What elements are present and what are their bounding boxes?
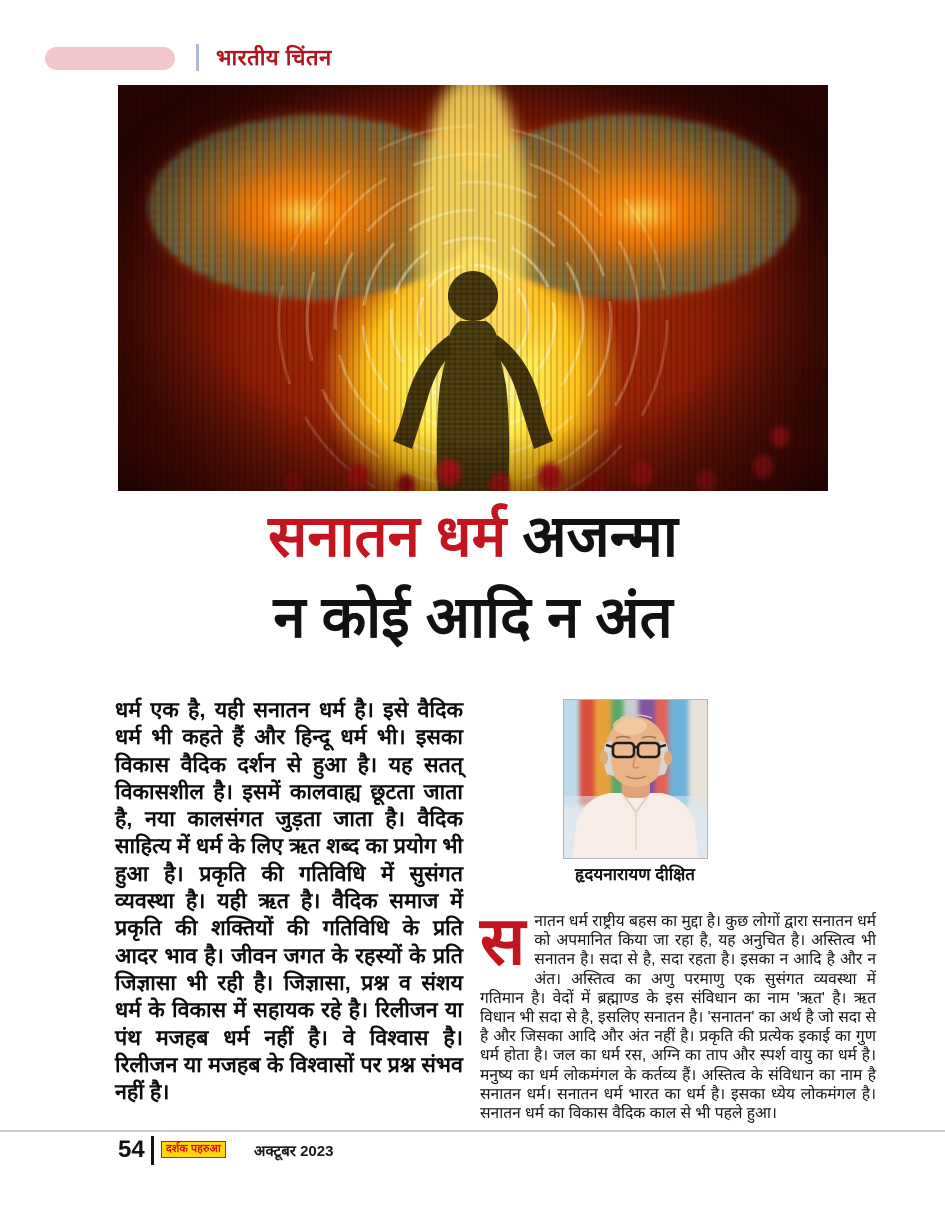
footer-rule bbox=[0, 1130, 945, 1132]
hero-image bbox=[118, 85, 828, 491]
section-title: भारतीय चिंतन bbox=[216, 45, 332, 70]
headline-line2: न कोई आदि न अंत bbox=[273, 585, 673, 650]
header-divider bbox=[196, 44, 199, 71]
issue-date: अक्टूबर 2023 bbox=[254, 1143, 334, 1160]
footer-divider bbox=[151, 1136, 154, 1165]
author-portrait-graphic bbox=[564, 700, 707, 858]
article-body bbox=[480, 904, 877, 1123]
drop-cap: स bbox=[480, 904, 526, 979]
page-number: 54 bbox=[118, 1136, 145, 1163]
magazine-logo: दर्शक पहरुआ bbox=[161, 1141, 226, 1158]
author-photo bbox=[563, 699, 708, 859]
headline-red-text: सनातन धर्म bbox=[268, 504, 507, 569]
headline-line1 bbox=[88, 496, 858, 577]
article-text: नातन धर्म राष्ट्रीय बहस का मुद्दा है। कुछ लोगों द्वारा सनातन धर्म को अपमानित किया जा रहा है, यह अनुचित है। अस्तित्व भी सनातन है। सदा से है, सदा रहता है। इसका न आदि है और न अंत। अस्तित्व का अणु परमाणु एक सुसंगत व्यवस्था में गतिमान है। वेदों में ब्रह्माण्ड के इस संविधान का नाम 'ऋत' है। ऋत विधान भी सदा से है, इसलिए सनातन है। 'सनातन' का अर्थ है जो सदा से है और जिसका आदि और अंत नहीं है। प्रकृति की प्रत्येक इकाई का गुण धर्म होता है। जल का धर्म रस, अग्नि का ताप और स्पर्श वायु का धर्म है। मनुष्य का धर्म लोकमंगल के कर्तव्य हैं। अस्तित्व के संविधान का नाम है सनातन धर्म। सनातन धर्म भारत का धर्म है। इसका ध्येय लोकमंगल है। सनातन धर्म का विकास वैदिक काल से भी पहले हुआ। bbox=[480, 913, 877, 1123]
masthead-pill bbox=[45, 47, 175, 70]
headline-black-text: अजन्मा bbox=[522, 504, 678, 569]
paint-streaks-overlay bbox=[118, 85, 828, 491]
intro-paragraph: धर्म एक है, यही सनातन धर्म है। इसे वैदिक धर्म भी कहते हैं और हिन्दू धर्म भी। इसका विकास वैदिक दर्शन से हुआ है। यह सतत् विकासशील है। इसमें कालवाह्य छूटता जाता है, नया कालसंगत जुड़ता जाता है। वैदिक साहित्य में धर्म के लिए ऋत शब्द का प्रयोग भी हुआ है। प्रकृति की गतिविधि में सुसंगत व्यवस्था है। यही ऋत है। वैदिक समाज में प्रकृति की शक्तियों की गतिविधि के प्रति आदर भाव है। जीवन जगत के रहस्यों के प्रति जिज्ञासा भी रही है। जिज्ञासा, प्रश्न व संशय धर्म के विकास में सहायक रहे है। रिलीजन या पंथ मजहब धर्म नहीं है। वे विश्वास है। रिलीजन या मजहब के विश्वासों पर प्रश्न संभव नहीं है। bbox=[115, 698, 463, 1105]
article-headline bbox=[88, 496, 858, 658]
author-caption: हृदयनारायण दीक्षित bbox=[574, 865, 696, 884]
